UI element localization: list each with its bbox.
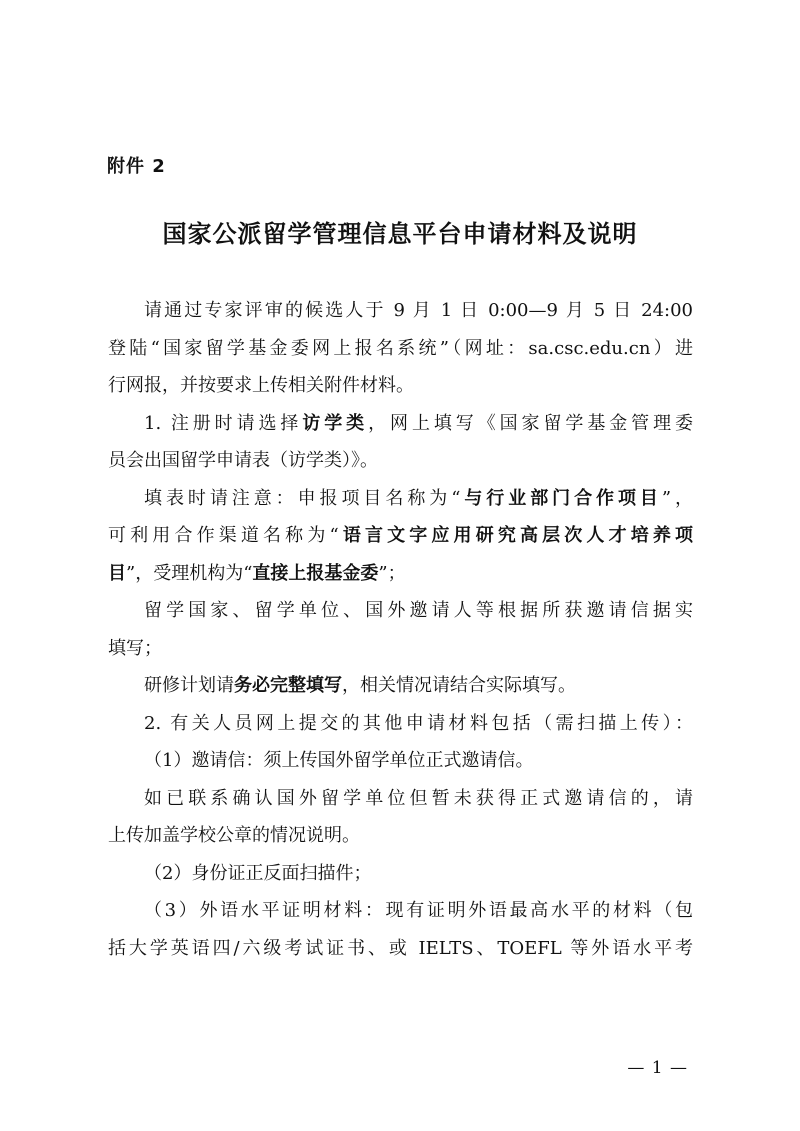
text-line <box>108 405 693 443</box>
text-line <box>108 292 693 330</box>
text-line <box>108 742 693 780</box>
text-segment: （1）邀请信：须上传国外留学单位正式邀请信。 <box>144 750 534 771</box>
text-line <box>108 480 693 518</box>
text-segment: ，相关情况请结合实际填写。 <box>342 675 576 696</box>
emphasized-text: 目 <box>108 562 126 584</box>
text-line <box>108 667 693 705</box>
text-segment: （3）外语水平证明材料：现有证明外语最高水平的材料（包 <box>144 900 693 921</box>
document-title: 国家公派留学管理信息平台申请材料及说明 <box>162 219 638 248</box>
emphasized-text: 语言文字应用研究高层次人才培养项 <box>338 525 693 546</box>
text-segment: 留学国家、留学单位、国外邀请人等根据所获邀请信据实 <box>144 600 693 621</box>
text-line <box>108 930 693 968</box>
text-segment: 可利用合作渠道名称为“ <box>108 525 339 546</box>
text-segment: 填写； <box>108 637 162 659</box>
text-segment: ”，受理机构为“ <box>126 562 253 584</box>
text-segment: ”， <box>661 487 693 509</box>
page-number: — 1 — <box>627 1058 688 1078</box>
emphasized-text: 与行业部门合作项目 <box>460 487 662 509</box>
text-line <box>108 442 693 480</box>
text-line <box>108 780 693 818</box>
text-segment: 员会出国留学申请表（访学类）》。 <box>108 450 378 471</box>
attachment-label: 附件 2 <box>107 156 166 177</box>
text-segment: 填表时请注意：申报项目名称为“ <box>144 487 461 509</box>
text-line <box>108 367 693 405</box>
text-line <box>108 817 693 855</box>
emphasized-text: 直接上报基金委 <box>252 562 379 584</box>
text-segment: 1. 注册时请选择 <box>144 412 303 434</box>
text-line <box>108 705 693 743</box>
text-segment: 如已联系确认国外留学单位但暂未获得正式邀请信的，请 <box>144 787 693 809</box>
text-line <box>108 592 693 630</box>
emphasized-text: 务必完整填写 <box>234 675 342 696</box>
text-segment: ”； <box>378 562 406 584</box>
text-segment: 登陆“国家留学基金委网上报名系统”（网址：sa.csc.edu.cn）进 <box>108 337 693 359</box>
text-segment: 2. 有关人员网上提交的其他申请材料包括（需扫描上传）： <box>144 712 693 734</box>
text-line <box>108 855 693 893</box>
text-segment: 行网报，并按要求上传相关附件材料。 <box>108 375 414 396</box>
text-line <box>108 555 693 593</box>
text-segment: 请通过专家评审的候选人于 9 月 1 日 0:00—9 月 5 日 24:00 <box>144 300 693 321</box>
text-segment: 括大学英语四/六级考试证书、或 IELTS、TOEFL 等外语水平考 <box>108 937 693 959</box>
text-segment: （2）身份证正反面扫描件； <box>144 862 372 884</box>
text-line <box>108 630 693 668</box>
text-segment: ，网上填写《国家留学基金管理委 <box>368 412 693 434</box>
text-segment: 上传加盖学校公章的情况说明。 <box>108 825 360 846</box>
document-body <box>108 292 693 967</box>
text-line <box>108 330 693 368</box>
emphasized-text: 访学类 <box>302 412 369 434</box>
text-segment: 研修计划请 <box>144 675 234 696</box>
text-line <box>108 517 693 555</box>
text-line <box>108 892 693 930</box>
